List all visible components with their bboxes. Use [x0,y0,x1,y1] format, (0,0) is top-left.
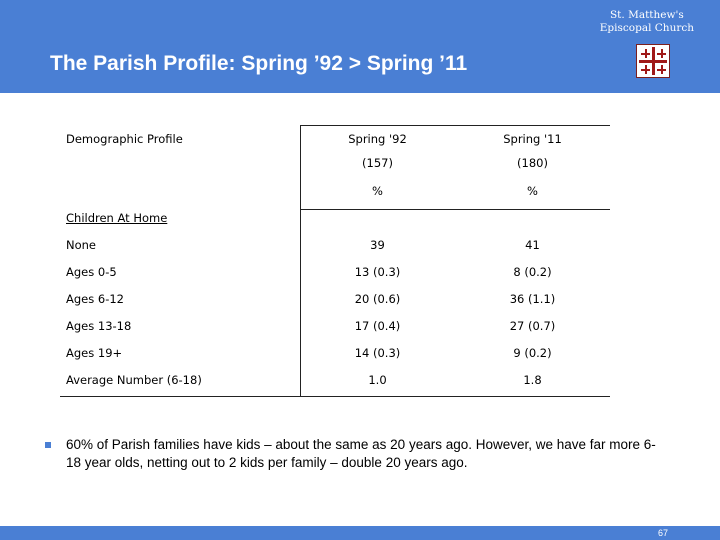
table-header-label: Demographic Profile [66,132,183,146]
row-value-11: 1.8 [523,373,542,387]
row-value-92: 20 (0.6) [354,292,401,306]
row-label: Average Number (6-18) [66,373,202,387]
demographic-table [60,125,610,396]
row-label: Ages 6-12 [66,292,124,306]
page-number: 67 [657,528,668,538]
table-header-rule [300,209,610,210]
row-value-11: 36 (1.1) [509,292,556,306]
row-label: None [66,238,97,252]
row-value-92: 14 (0.3) [354,346,401,360]
church-cross-logo-icon [636,44,670,78]
unit-label-92: % [372,184,383,198]
row-label: Ages 0-5 [66,265,117,279]
church-name-line1: St. Matthew's [609,9,684,21]
column-header-spring-92: Spring '92 [348,132,407,146]
row-value-92: 13 (0.3) [354,265,401,279]
row-label: Ages 13-18 [66,319,132,333]
row-value-11: 27 (0.7) [509,319,556,333]
row-value-92: 1.0 [368,373,387,387]
summary-bullet-text: 60% of Parish families have kids – about the same as 20 years ago. However, we have far more 6-18 year olds, netting out to 2 kids per family – double 20 years ago. [66,437,656,470]
row-value-92: 17 (0.4) [354,319,401,333]
church-name-line2: Episcopal Church [599,22,694,34]
row-value-11: 9 (0.2) [513,346,552,360]
slide-title: The Parish Profile: Spring ’92 > Spring ’11 [50,52,468,75]
row-label: Ages 19+ [66,346,123,360]
unit-label-11: % [527,184,538,198]
sample-size-11: (180) [517,156,548,170]
column-header-spring-11: Spring '11 [503,132,562,146]
header-bar [0,0,720,93]
bullet-square-icon [45,442,51,448]
row-value-11: 8 (0.2) [513,265,552,279]
table-top-rule [300,125,610,126]
row-value-92: 39 [370,238,385,252]
row-value-11: 41 [525,238,540,252]
section-label: Children At Home [66,211,168,225]
church-name [600,9,694,35]
table-bottom-rule [60,396,610,397]
footer-bar [0,526,720,540]
sample-size-92: (157) [362,156,393,170]
